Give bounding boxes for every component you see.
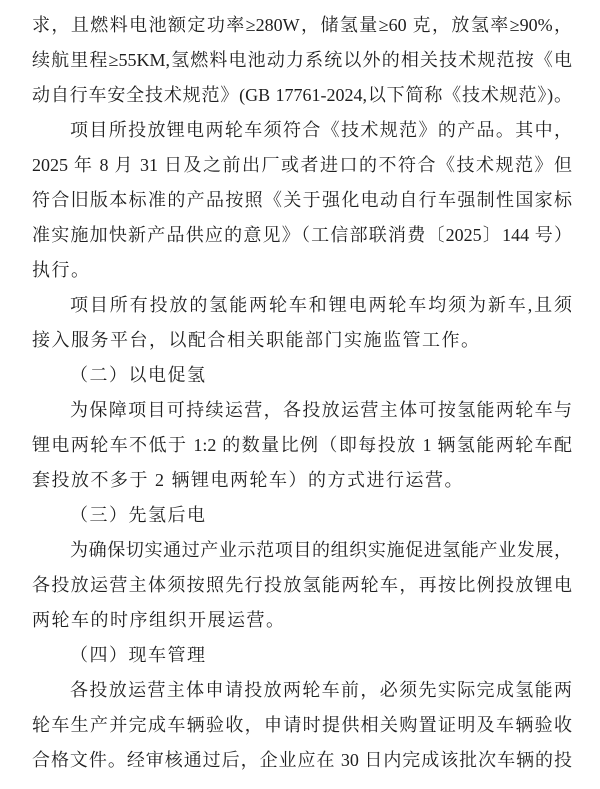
heading-section-2: （二）以电促氢 xyxy=(70,365,207,385)
text-line-14: 套投放不多于 2 辆锂电两轮车）的方式进行运营。 xyxy=(32,470,464,490)
text-line-2: 续航里程≥55KM,氢燃料电池动力系统以外的相关技术规范按《电 xyxy=(32,50,572,70)
text-line-6: 符合旧版本标准的产品按照《关于强化电动自行车强制性国家标 xyxy=(32,190,572,210)
text-line-7: 准实施加快新产品供应的意见》（工信部联消费〔2025〕144 号） xyxy=(32,225,572,245)
heading-section-4: （四）现车管理 xyxy=(70,645,207,665)
text-line-18: 两轮车的时序组织开展运营。 xyxy=(32,610,286,630)
text-line-20: 各投放运营主体申请投放两轮车前，必须先实际完成氢能两 xyxy=(70,680,572,700)
text-line-9: 项目所有投放的氢能两轮车和锂电两轮车均须为新车,且须 xyxy=(70,295,572,315)
text-line-1: 求，且燃料电池额定功率≥280W，储氢量≥60 克，放氢率≥90%， xyxy=(32,15,572,35)
text-line-12: 为保障项目可持续运营，各投放运营主体可按氢能两轮车与 xyxy=(70,400,572,420)
text-line-16: 为确保切实通过产业示范项目的组织实施促进氢能产业发展， xyxy=(70,540,572,560)
text-line-3: 动自行车安全技术规范》(GB 17761-2024,以下简称《技术规范》)。 xyxy=(32,85,572,105)
heading-section-3: （三）先氢后电 xyxy=(70,505,207,525)
text-line-4: 项目所投放锂电两轮车须符合《技术规范》的产品。其中， xyxy=(70,120,572,140)
text-line-17: 各投放运营主体须按照先行投放氢能两轮车，再按比例投放锂电 xyxy=(32,575,572,595)
text-line-5: 2025 年 8 月 31 日及之前出厂或者进口的不符合《技术规范》但 xyxy=(32,155,572,175)
text-line-21: 轮车生产并完成车辆验收，申请时提供相关购置证明及车辆验收 xyxy=(32,715,572,735)
text-line-13: 锂电两轮车不低于 1:2 的数量比例（即每投放 1 辆氢能两轮车配 xyxy=(32,435,572,455)
text-line-10: 接入服务平台，以配合相关职能部门实施监管工作。 xyxy=(32,330,481,350)
text-line-8: 执行。 xyxy=(32,260,91,280)
text-line-22: 合格文件。经审核通过后，企业应在 30 日内完成该批次车辆的投 xyxy=(32,750,572,770)
